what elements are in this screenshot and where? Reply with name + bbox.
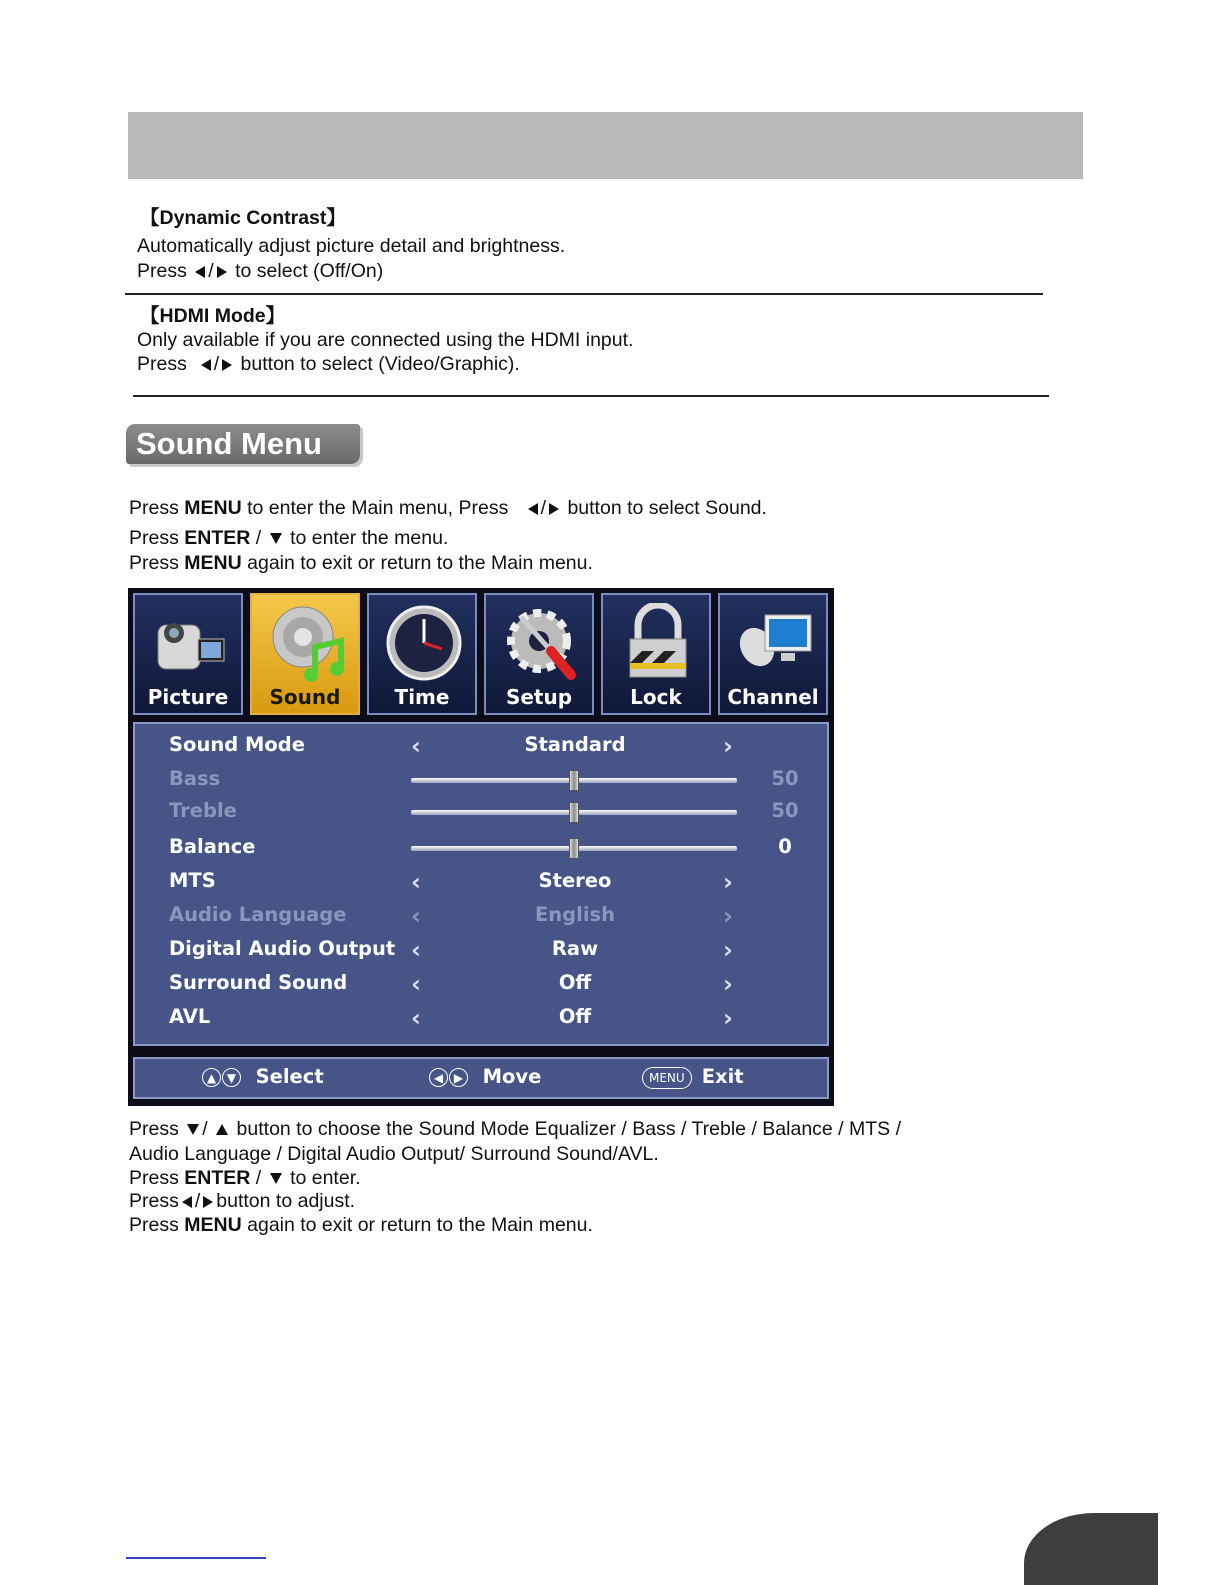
intro-line-1: Press MENU to enter the Main menu, Press / button to select Sound. — [129, 497, 767, 519]
tab-label: Channel — [727, 685, 819, 709]
tab-label: Time — [394, 685, 450, 709]
chevron-right-icon[interactable]: › — [723, 1004, 733, 1032]
down-arrow-icon — [270, 1173, 282, 1184]
instruction-text: to select (Off/On) — [235, 260, 384, 282]
row-label: Surround Sound — [169, 971, 348, 994]
row-value: English — [534, 903, 616, 926]
chevron-left-icon[interactable]: ‹ — [411, 868, 421, 896]
press-text: Press — [137, 353, 187, 375]
satellite-monitor-icon — [735, 603, 815, 683]
page-corner-tab — [1024, 1513, 1158, 1585]
row-value: Off — [558, 971, 592, 994]
chevron-right-icon[interactable]: › — [723, 732, 733, 760]
balance-row[interactable] — [135, 833, 827, 863]
row-label: Treble — [169, 799, 237, 822]
chevron-left-icon[interactable]: ‹ — [411, 1004, 421, 1032]
row-value: Off — [558, 1005, 592, 1028]
left-circle-icon: ◀ — [429, 1068, 448, 1087]
row-label: AVL — [169, 1005, 211, 1028]
enter-key-text: ENTER — [184, 1167, 251, 1189]
avl-row[interactable] — [135, 1003, 827, 1033]
row-label: Bass — [169, 767, 221, 790]
left-arrow-icon — [195, 266, 205, 278]
slider-knob[interactable] — [569, 770, 579, 791]
tab-sound[interactable] — [250, 593, 360, 715]
menu-key-text: MENU — [184, 552, 242, 574]
menu-tab-bar — [133, 593, 829, 715]
divider — [133, 395, 1049, 397]
exit-hint — [642, 1065, 744, 1089]
tab-label: Sound — [269, 685, 341, 709]
hdmi-mode-desc: Only available if you are connected using the HDMI input. — [137, 329, 634, 351]
section-title — [126, 424, 360, 464]
right-arrow-icon — [203, 1196, 213, 1208]
right-circle-icon: ▶ — [449, 1068, 468, 1087]
row-value: 0 — [778, 835, 792, 858]
row-label: Digital Audio Output — [169, 937, 396, 960]
left-arrow-icon — [528, 503, 538, 515]
slider-knob[interactable] — [569, 802, 579, 823]
right-arrow-icon — [549, 503, 559, 515]
surround-sound-row[interactable] — [135, 969, 827, 999]
right-arrow-icon — [217, 266, 227, 278]
after-line-2: Audio Language / Digital Audio Output/ Surround Sound/AVL. — [129, 1143, 659, 1165]
intro-line-3: Press MENU again to exit or return to the Main menu. — [129, 552, 593, 574]
dynamic-contrast-instruction: Press / to select (Off/On) — [137, 260, 384, 282]
tab-picture[interactable] — [133, 593, 243, 715]
clock-icon — [384, 603, 464, 683]
after-line-3: Press ENTER / to enter. — [129, 1167, 361, 1189]
digital-audio-output-row[interactable] — [135, 935, 827, 965]
divider — [125, 293, 1043, 295]
balance-slider[interactable] — [411, 846, 737, 851]
sound-mode-row[interactable] — [135, 731, 827, 761]
left-arrow-icon — [182, 1196, 192, 1208]
bass-slider[interactable] — [411, 778, 737, 783]
hint-label: Exit — [701, 1065, 744, 1088]
tab-label: Picture — [147, 685, 229, 709]
treble-slider[interactable] — [411, 810, 737, 815]
row-label: Sound Mode — [169, 733, 305, 756]
row-label: Audio Language — [169, 903, 347, 926]
camcorder-icon — [150, 603, 230, 683]
section-title-text: Sound Menu — [136, 426, 322, 461]
tv-sound-menu-screen — [128, 588, 834, 1106]
down-circle-icon: ▼ — [222, 1068, 241, 1087]
tab-label: Lock — [630, 685, 682, 709]
sound-settings-panel — [133, 722, 829, 1046]
chevron-right-icon[interactable]: › — [723, 868, 733, 896]
chevron-left-icon[interactable]: ‹ — [411, 902, 421, 930]
menu-key-text: MENU — [184, 497, 242, 519]
menu-key-icon: MENU — [642, 1067, 692, 1089]
chevron-left-icon[interactable]: ‹ — [411, 970, 421, 998]
right-arrow-icon — [222, 359, 232, 371]
chevron-left-icon[interactable]: ‹ — [411, 936, 421, 964]
tab-channel[interactable] — [718, 593, 828, 715]
menu-key-text: MENU — [184, 1214, 242, 1236]
press-text: Press — [137, 260, 187, 282]
padlock-icon — [618, 603, 698, 683]
hdmi-mode-heading: 【HDMI Mode】 — [140, 305, 286, 327]
instruction-text: button to select (Video/Graphic). — [240, 353, 520, 375]
chevron-right-icon[interactable]: › — [723, 936, 733, 964]
row-value: Raw — [551, 937, 599, 960]
row-value: 50 — [771, 799, 799, 822]
hint-label: Select — [255, 1065, 324, 1088]
menu-footer-hints — [133, 1057, 829, 1099]
footer-underline — [126, 1557, 266, 1559]
chevron-left-icon[interactable]: ‹ — [411, 732, 421, 760]
row-value: Stereo — [538, 869, 612, 892]
tab-label: Setup — [505, 685, 573, 709]
row-value: Standard — [524, 733, 626, 756]
dynamic-contrast-desc: Automatically adjust picture detail and brightness. — [137, 235, 566, 257]
header-band — [128, 112, 1083, 179]
up-circle-icon: ▲ — [202, 1068, 221, 1087]
chevron-right-icon[interactable]: › — [723, 970, 733, 998]
enter-key-text: ENTER — [184, 527, 251, 549]
tab-time[interactable] — [367, 593, 477, 715]
down-arrow-icon — [270, 533, 282, 544]
move-hint — [429, 1065, 541, 1088]
tab-setup[interactable] — [484, 593, 594, 715]
bass-row[interactable] — [135, 765, 827, 795]
row-label: Balance — [169, 835, 256, 858]
mts-row[interactable] — [135, 867, 827, 897]
select-hint — [202, 1065, 324, 1088]
speaker-music-icon — [267, 603, 347, 683]
after-line-1: Press / button to choose the Sound Mode Equalizer / Bass / Treble / Balance / MTS / — [129, 1118, 902, 1140]
after-line-4: Press / button to adjust. — [129, 1190, 356, 1212]
audio-language-row[interactable] — [135, 901, 827, 931]
hint-label: Move — [482, 1065, 542, 1088]
down-arrow-icon — [187, 1124, 199, 1135]
row-value: 50 — [771, 767, 799, 790]
intro-line-2: Press ENTER / to enter the menu. — [129, 527, 449, 549]
row-label: MTS — [169, 869, 216, 892]
after-line-5: Press MENU again to exit or return to the Main menu. — [129, 1214, 593, 1236]
up-arrow-icon — [216, 1124, 228, 1135]
hdmi-mode-instruction: Press / button to select (Video/Graphic). — [137, 353, 520, 375]
treble-row[interactable] — [135, 797, 827, 827]
tab-lock[interactable] — [601, 593, 711, 715]
chevron-right-icon[interactable]: › — [723, 902, 733, 930]
slider-knob[interactable] — [569, 838, 579, 859]
gear-screwdriver-icon — [501, 603, 581, 683]
dynamic-contrast-heading: 【Dynamic Contrast】 — [140, 207, 346, 229]
left-arrow-icon — [201, 359, 211, 371]
